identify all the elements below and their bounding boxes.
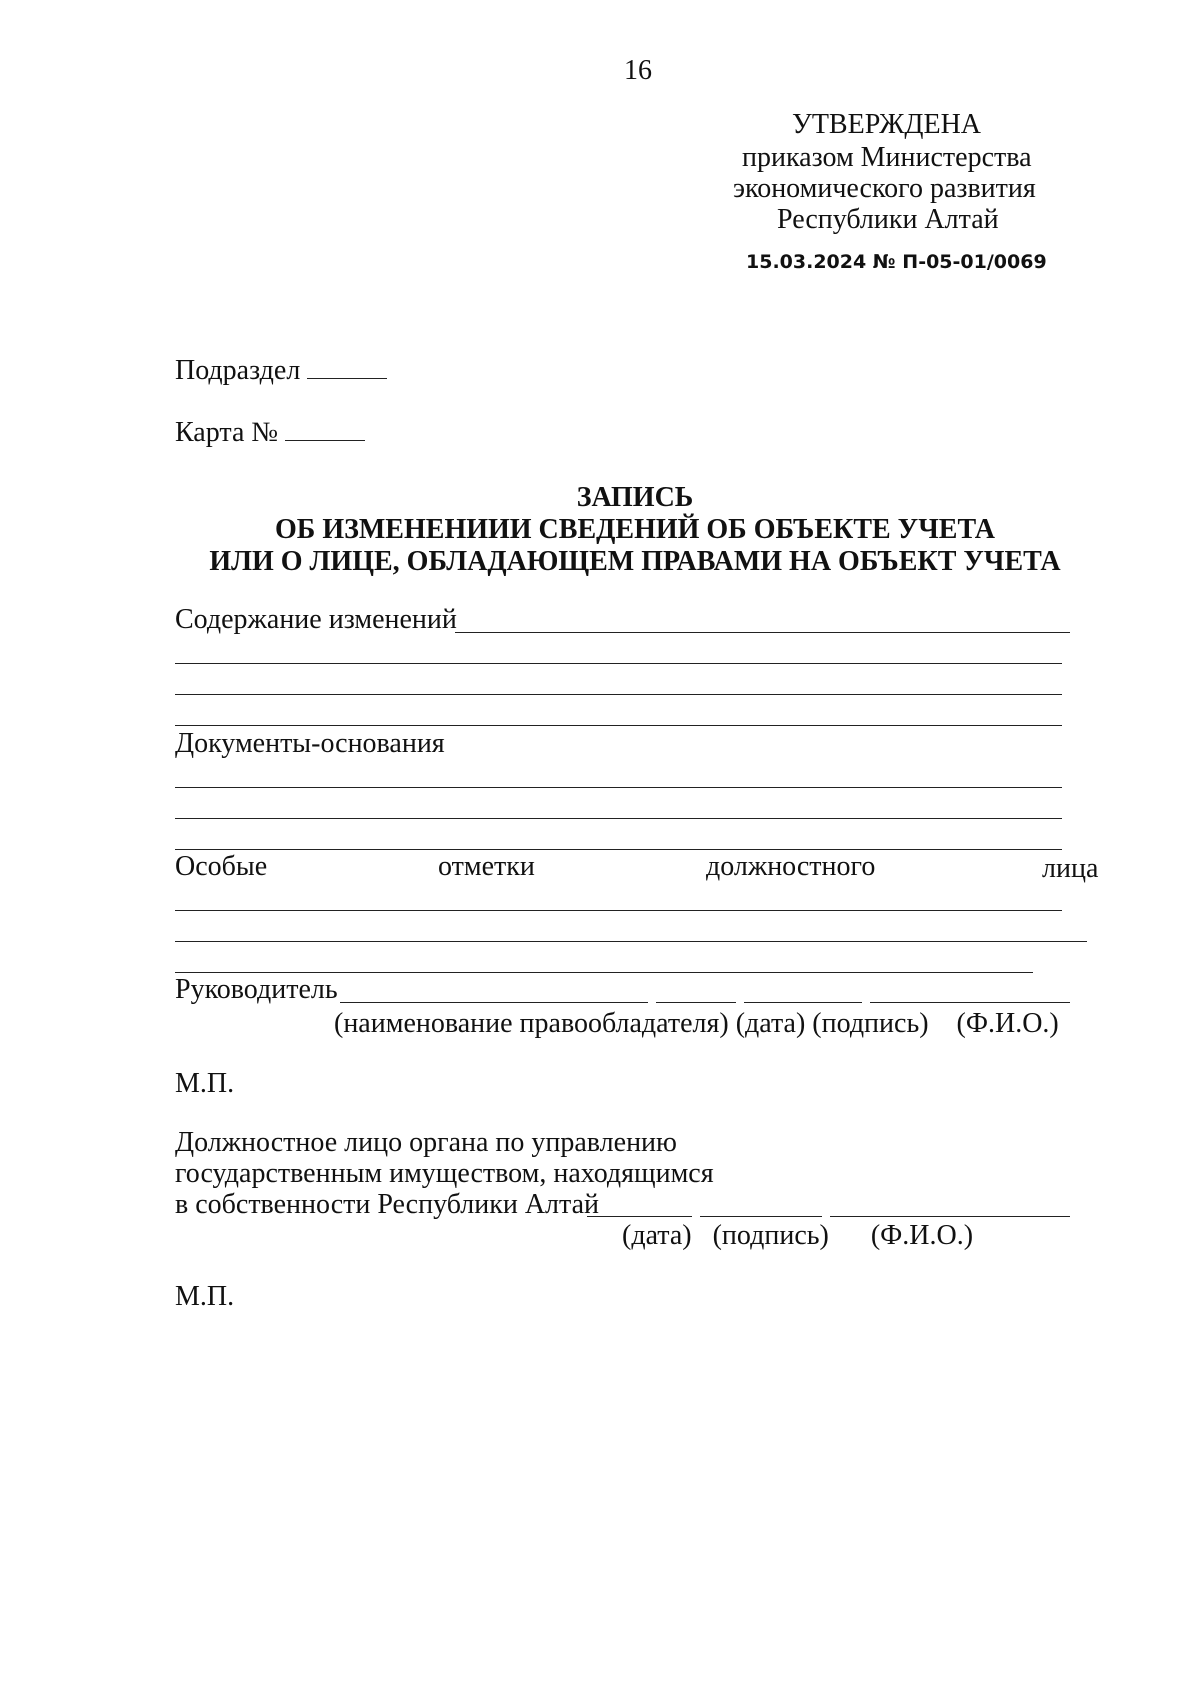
head-signature-blank[interactable] [744,1002,862,1003]
documents-blank-1[interactable] [175,787,1062,788]
official-fio-blank[interactable] [830,1216,1070,1217]
card-number-blank[interactable] [285,418,365,441]
holder-name-blank[interactable] [340,1002,648,1003]
order-stamp: 15.03.2024 № П-05-01/0069 [746,251,1047,273]
notes-word-2: отметки [438,851,535,882]
approval-line-2: экономического развития [733,173,1036,204]
changes-blank-1[interactable] [455,632,1070,633]
changes-label: Содержание изменений [175,604,457,635]
official-seal: М.П. [175,1281,235,1312]
documents-blank-3[interactable] [175,849,1062,850]
head-date-blank[interactable] [656,1002,736,1003]
approval-heading: УТВЕРЖДЕНА [792,109,982,140]
subsection-field [175,354,387,388]
approval-line-1: приказом Министерства [742,142,1032,173]
subsection-label: Подраздел [175,355,301,386]
head-caption: (наименование правообладателя) (дата) (подпись) (Ф.И.О.) [334,1008,1059,1039]
notes-word-3: должностного [706,851,876,882]
changes-blank-4[interactable] [175,725,1062,726]
title-line-2: ОБ ИЗМЕНЕНИИИ СВЕДЕНИЙ ОБ ОБЪЕКТЕ УЧЕТА [275,514,995,545]
official-line-2: государственным имуществом, находящимся [175,1158,714,1189]
notes-word-1: Особые [175,851,268,882]
notes-blank-1[interactable] [175,910,1062,911]
approval-line-3: Республики Алтай [777,204,999,235]
page-number: 16 [624,55,652,86]
head-fio-blank[interactable] [870,1002,1070,1003]
documents-label: Документы-основания [175,728,445,759]
changes-blank-2[interactable] [175,663,1062,664]
head-seal: М.П. [175,1068,235,1099]
documents-blank-2[interactable] [175,818,1062,819]
notes-word-4: лица [1042,853,1099,884]
official-line-3: в собственности Республики Алтай [175,1189,600,1220]
head-label: Руководитель [175,974,338,1005]
title-line-1: ЗАПИСЬ [576,482,694,513]
official-line-1: Должностное лицо органа по управлению [175,1127,677,1158]
title-line-3: ИЛИ О ЛИЦЕ, ОБЛАДАЮЩЕМ ПРАВАМИ НА ОБЪЕКТ УЧЕТА [209,546,1061,577]
card-label: Карта № [175,417,279,448]
official-signature-blank[interactable] [700,1216,822,1217]
card-field [175,416,365,450]
changes-blank-3[interactable] [175,694,1062,695]
subsection-blank[interactable] [307,356,387,379]
notes-blank-2[interactable] [175,941,1087,942]
official-caption: (дата) (подпись) (Ф.И.О.) [622,1220,974,1251]
official-date-blank[interactable] [587,1216,692,1217]
